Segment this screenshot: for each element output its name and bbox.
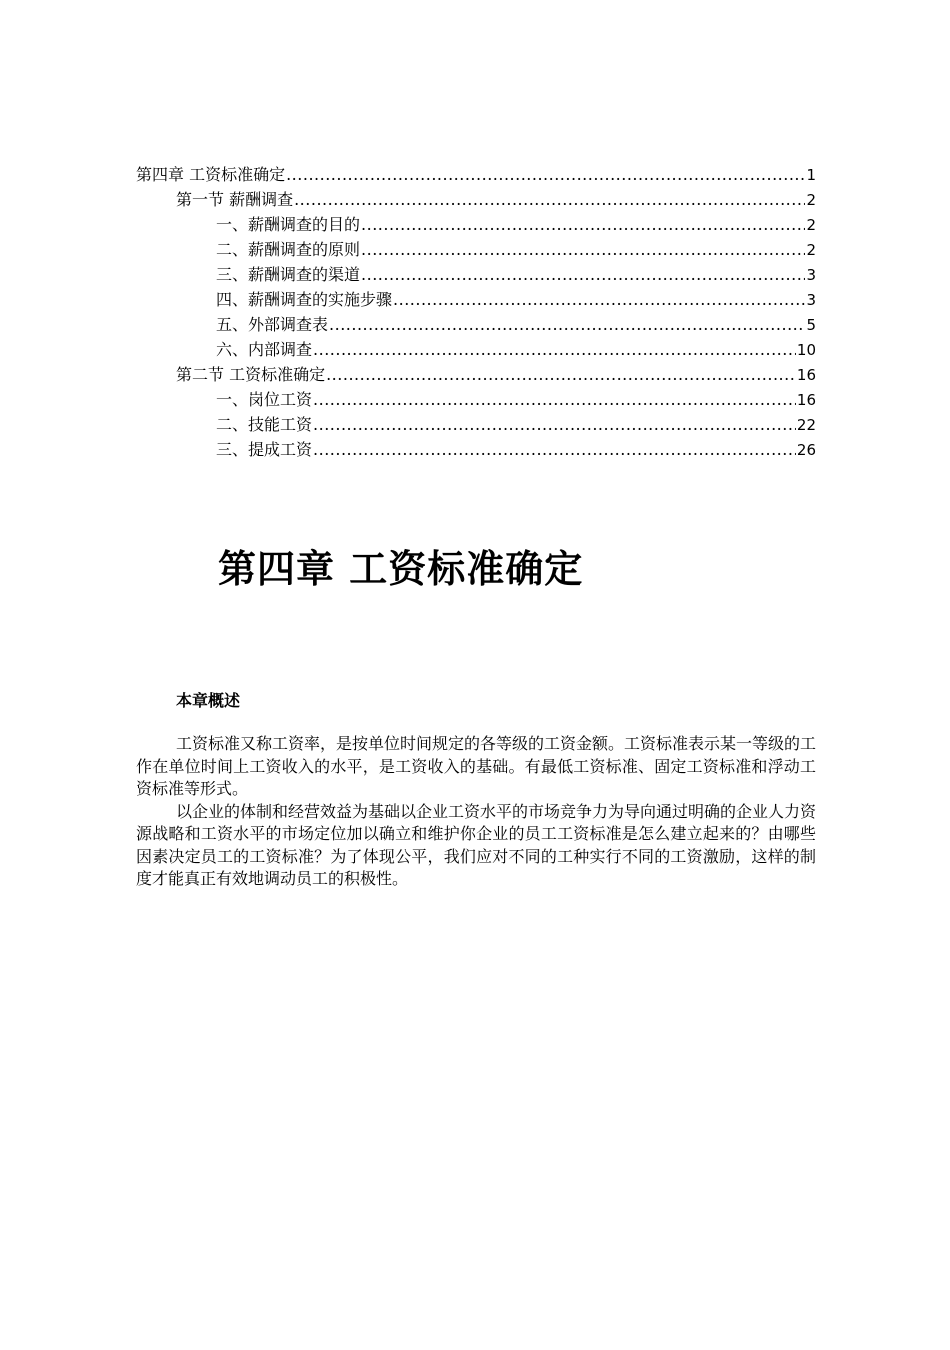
toc-entry-label: 第四章 工资标准确定 bbox=[136, 165, 286, 184]
toc-leader-dots bbox=[313, 412, 796, 437]
paragraph: 以企业的体制和经营效益为基础以企业工资水平的市场竞争力为导向通过明确的企业人力资源战略和工资水平的市场定位加以确立和维护你企业的员工工资标准是怎么建立起来的？由哪些因素决定员工的工资标准？为了体现公平，我们应对不同的工种实行不同的工资激励，这样的制度才能真正有效地调动员工的积极性。 bbox=[136, 801, 817, 888]
toc-leader-dots bbox=[313, 337, 796, 362]
toc-leader-dots bbox=[313, 387, 796, 412]
toc-leader-dots bbox=[313, 437, 796, 462]
table-of-contents bbox=[136, 162, 816, 462]
toc-leader-dots bbox=[361, 212, 805, 237]
toc-entry-label: 二、技能工资 bbox=[216, 415, 313, 434]
toc-leader-dots bbox=[326, 362, 796, 387]
toc-entry-page: 16 bbox=[796, 366, 816, 384]
overview-heading: 本章概述 bbox=[176, 691, 241, 710]
toc-entry-label: 二、薪酬调查的原则 bbox=[216, 240, 361, 259]
toc-entry-2-1[interactable] bbox=[136, 387, 816, 412]
chapter-title: 第四章 工资标准确定 bbox=[218, 547, 584, 591]
toc-entry-label: 一、岗位工资 bbox=[216, 390, 313, 409]
toc-leader-dots bbox=[361, 237, 805, 262]
toc-entry-page: 10 bbox=[796, 341, 816, 359]
toc-entry-label: 五、外部调查表 bbox=[216, 315, 329, 334]
toc-entry-page: 2 bbox=[806, 191, 816, 209]
toc-leader-dots bbox=[294, 187, 805, 212]
toc-entry-chapter-4[interactable] bbox=[136, 162, 816, 187]
toc-leader-dots bbox=[329, 312, 805, 337]
toc-entry-page: 3 bbox=[806, 291, 816, 309]
toc-entry-label: 第一节 薪酬调查 bbox=[176, 190, 294, 209]
toc-entry-label: 六、内部调查 bbox=[216, 340, 313, 359]
toc-entry-2-3[interactable] bbox=[136, 437, 816, 462]
toc-leader-dots bbox=[286, 162, 805, 187]
toc-entry-page: 2 bbox=[806, 216, 816, 234]
toc-entry-page: 22 bbox=[796, 416, 816, 434]
toc-entry-1-2[interactable] bbox=[136, 237, 816, 262]
toc-entry-label: 一、薪酬调查的目的 bbox=[216, 215, 361, 234]
toc-entry-1-3[interactable] bbox=[136, 262, 816, 287]
toc-entry-1-4[interactable] bbox=[136, 287, 816, 312]
toc-entry-page: 5 bbox=[806, 316, 816, 334]
toc-entry-label: 三、薪酬调查的渠道 bbox=[216, 265, 361, 284]
toc-entry-page: 26 bbox=[796, 441, 816, 459]
toc-entry-page: 16 bbox=[796, 391, 816, 409]
toc-entry-page: 3 bbox=[806, 266, 816, 284]
toc-entry-label: 第二节 工资标准确定 bbox=[176, 365, 326, 384]
toc-entry-page: 1 bbox=[806, 166, 816, 184]
chapter-body bbox=[136, 733, 816, 891]
toc-entry-1-6[interactable] bbox=[136, 337, 816, 362]
paragraph: 工资标准又称工资率，是按单位时间规定的各等级的工资金额。工资标准表示某一等级的工作在单位时间上工资收入的水平，是工资收入的基础。有最低工资标准、固定工资标准和浮动工资标准等形式。 bbox=[136, 734, 817, 798]
toc-entry-1-5[interactable] bbox=[136, 312, 816, 337]
toc-entry-section-2[interactable] bbox=[136, 362, 816, 387]
toc-entry-1-1[interactable] bbox=[136, 212, 816, 237]
toc-entry-page: 2 bbox=[806, 241, 816, 259]
toc-entry-label: 三、提成工资 bbox=[216, 440, 313, 459]
toc-entry-2-2[interactable] bbox=[136, 412, 816, 437]
toc-leader-dots bbox=[393, 287, 805, 312]
toc-leader-dots bbox=[361, 262, 805, 287]
toc-entry-section-1[interactable] bbox=[136, 187, 816, 212]
toc-entry-label: 四、薪酬调查的实施步骤 bbox=[216, 290, 393, 309]
